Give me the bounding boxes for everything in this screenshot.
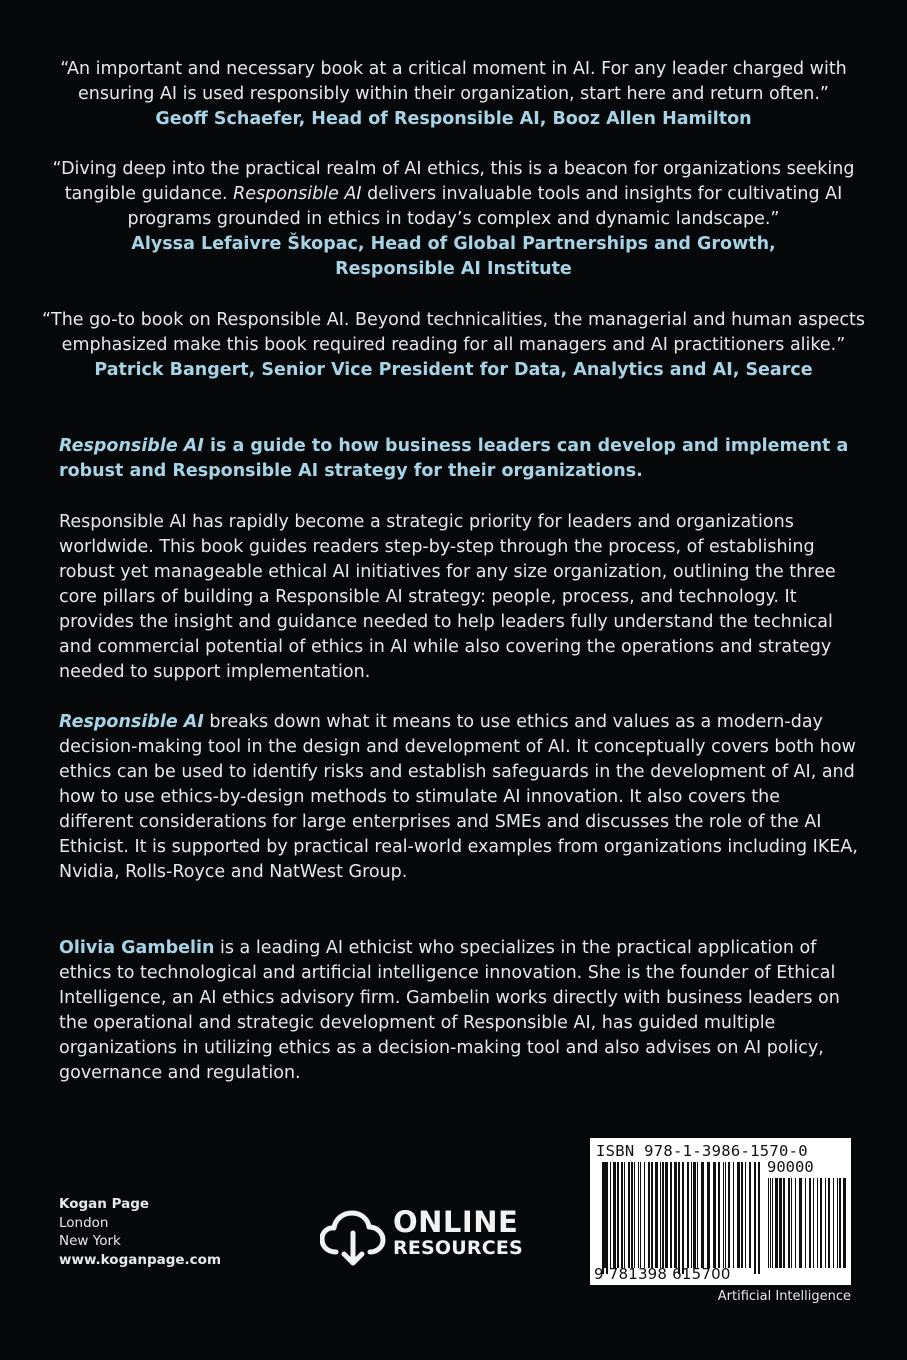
book-lead-statement [59,434,859,484]
quote-book-title: Responsible AI [233,184,362,204]
endorsement-quote-3 [40,308,867,383]
quote-text: “An important and necessary book at a critical moment in AI. For any leader charged with ensuring AI is used responsibly within their organization, start here and return often.” [60,59,847,104]
lead-text: is a guide to how business leaders can develop and implement a robust and Responsible AI strategy for their organizations. [59,436,849,481]
author-bio-text: is a leading AI ethicist who specializes in the practical application of ethics to technological and artificial intelligence innovation. She is the founder of Ethical Intelligence, an AI ethics advisory firm. Gambelin works directly with business leaders on the operational and strategic development of Responsible AI, has guided multiple organizations in utilizing ethics as a decision-making tool and also advises on AI policy, governance and regulation. [59,938,840,1083]
publisher-url: www.koganpage.com [59,1251,222,1268]
online-label: ONLINE [393,1205,519,1239]
description-paragraph-1: Responsible AI has rapidly become a strategic priority for leaders and organizations worldwide. This book guides readers step-by-step through the process, of establishing robust yet manageable ethical AI initiatives for any size organization, outlining the three core pillars of building a Responsible AI strategy: people, process, and technology. It provides the insight and guidance needed to help leaders fully understand the technical and commercial potential of ethics in AI while also covering the operations and strategy needed to support implementation. [59,512,836,682]
book-category: Artificial Intelligence [717,1289,851,1304]
quote-attribution: Patrick Bangert, Senior Vice President for Data, Analytics and AI, Searce [94,360,813,380]
barcode-digits: 9 781398 615700 [594,1265,731,1283]
author-bio [59,936,859,1086]
cloud-download-icon [320,1208,386,1268]
online-resources-text [393,1205,523,1259]
quote-text: “The go-to book on Responsible AI. Beyond technicalities, the managerial and human aspects emphasized make this book required reading for all managers and AI practitioners alike.” [41,310,866,355]
quote-attribution-line2: Responsible AI Institute [335,259,572,279]
paragraph-text: breaks down what it means to use ethics and values as a modern-day decision-making tool in the design and development of AI. It conceptually covers both how ethics can be used to identify risks and establish safeguards in the development of AI, and how to use ethics-by-design methods to stimulate AI innovation. It also covers the different considerations for large enterprises and SMEs and discusses the role of the AI Ethicist. It is supported by practical real-world examples from organizations including IKEA, Nvidia, Rolls-Royce and NatWest Group. [59,712,858,882]
quote-text-end: delivers invaluable tools and insights for cultivating AI programs grounded in ethics in today’s complex and dynamic landscape.” [127,184,843,229]
endorsement-quote-2 [40,157,867,282]
description-paragraph-2 [59,710,859,885]
resources-label: RESOURCES [393,1237,523,1259]
quote-text-start: “Diving deep into the practical realm of AI ethics, this is a beacon for organizations seeking tangible guidance. [52,159,855,204]
price-code: 90000 [767,1158,814,1176]
barcode-bars [590,1138,851,1285]
publisher-info [59,1195,221,1269]
publisher-city-2: New York [59,1233,121,1249]
paragraph-book-title: Responsible AI [59,712,204,732]
author-name: Olivia Gambelin [59,938,215,958]
lead-book-title: Responsible AI [59,436,204,456]
quote-attribution-line1: Alyssa Lefaivre Škopac, Head of Global Partnerships and Growth, [131,234,776,254]
isbn-barcode [590,1138,851,1285]
publisher-name: Kogan Page [59,1196,150,1212]
endorsement-quote-1 [40,57,867,132]
publisher-city-1: London [59,1214,109,1231]
isbn-number: ISBN 978-1-3986-1570-0 [596,1142,808,1160]
online-resources-logo [320,1205,535,1268]
quote-attribution: Geoff Schaefer, Head of Responsible AI, Booz Allen Hamilton [155,109,752,129]
